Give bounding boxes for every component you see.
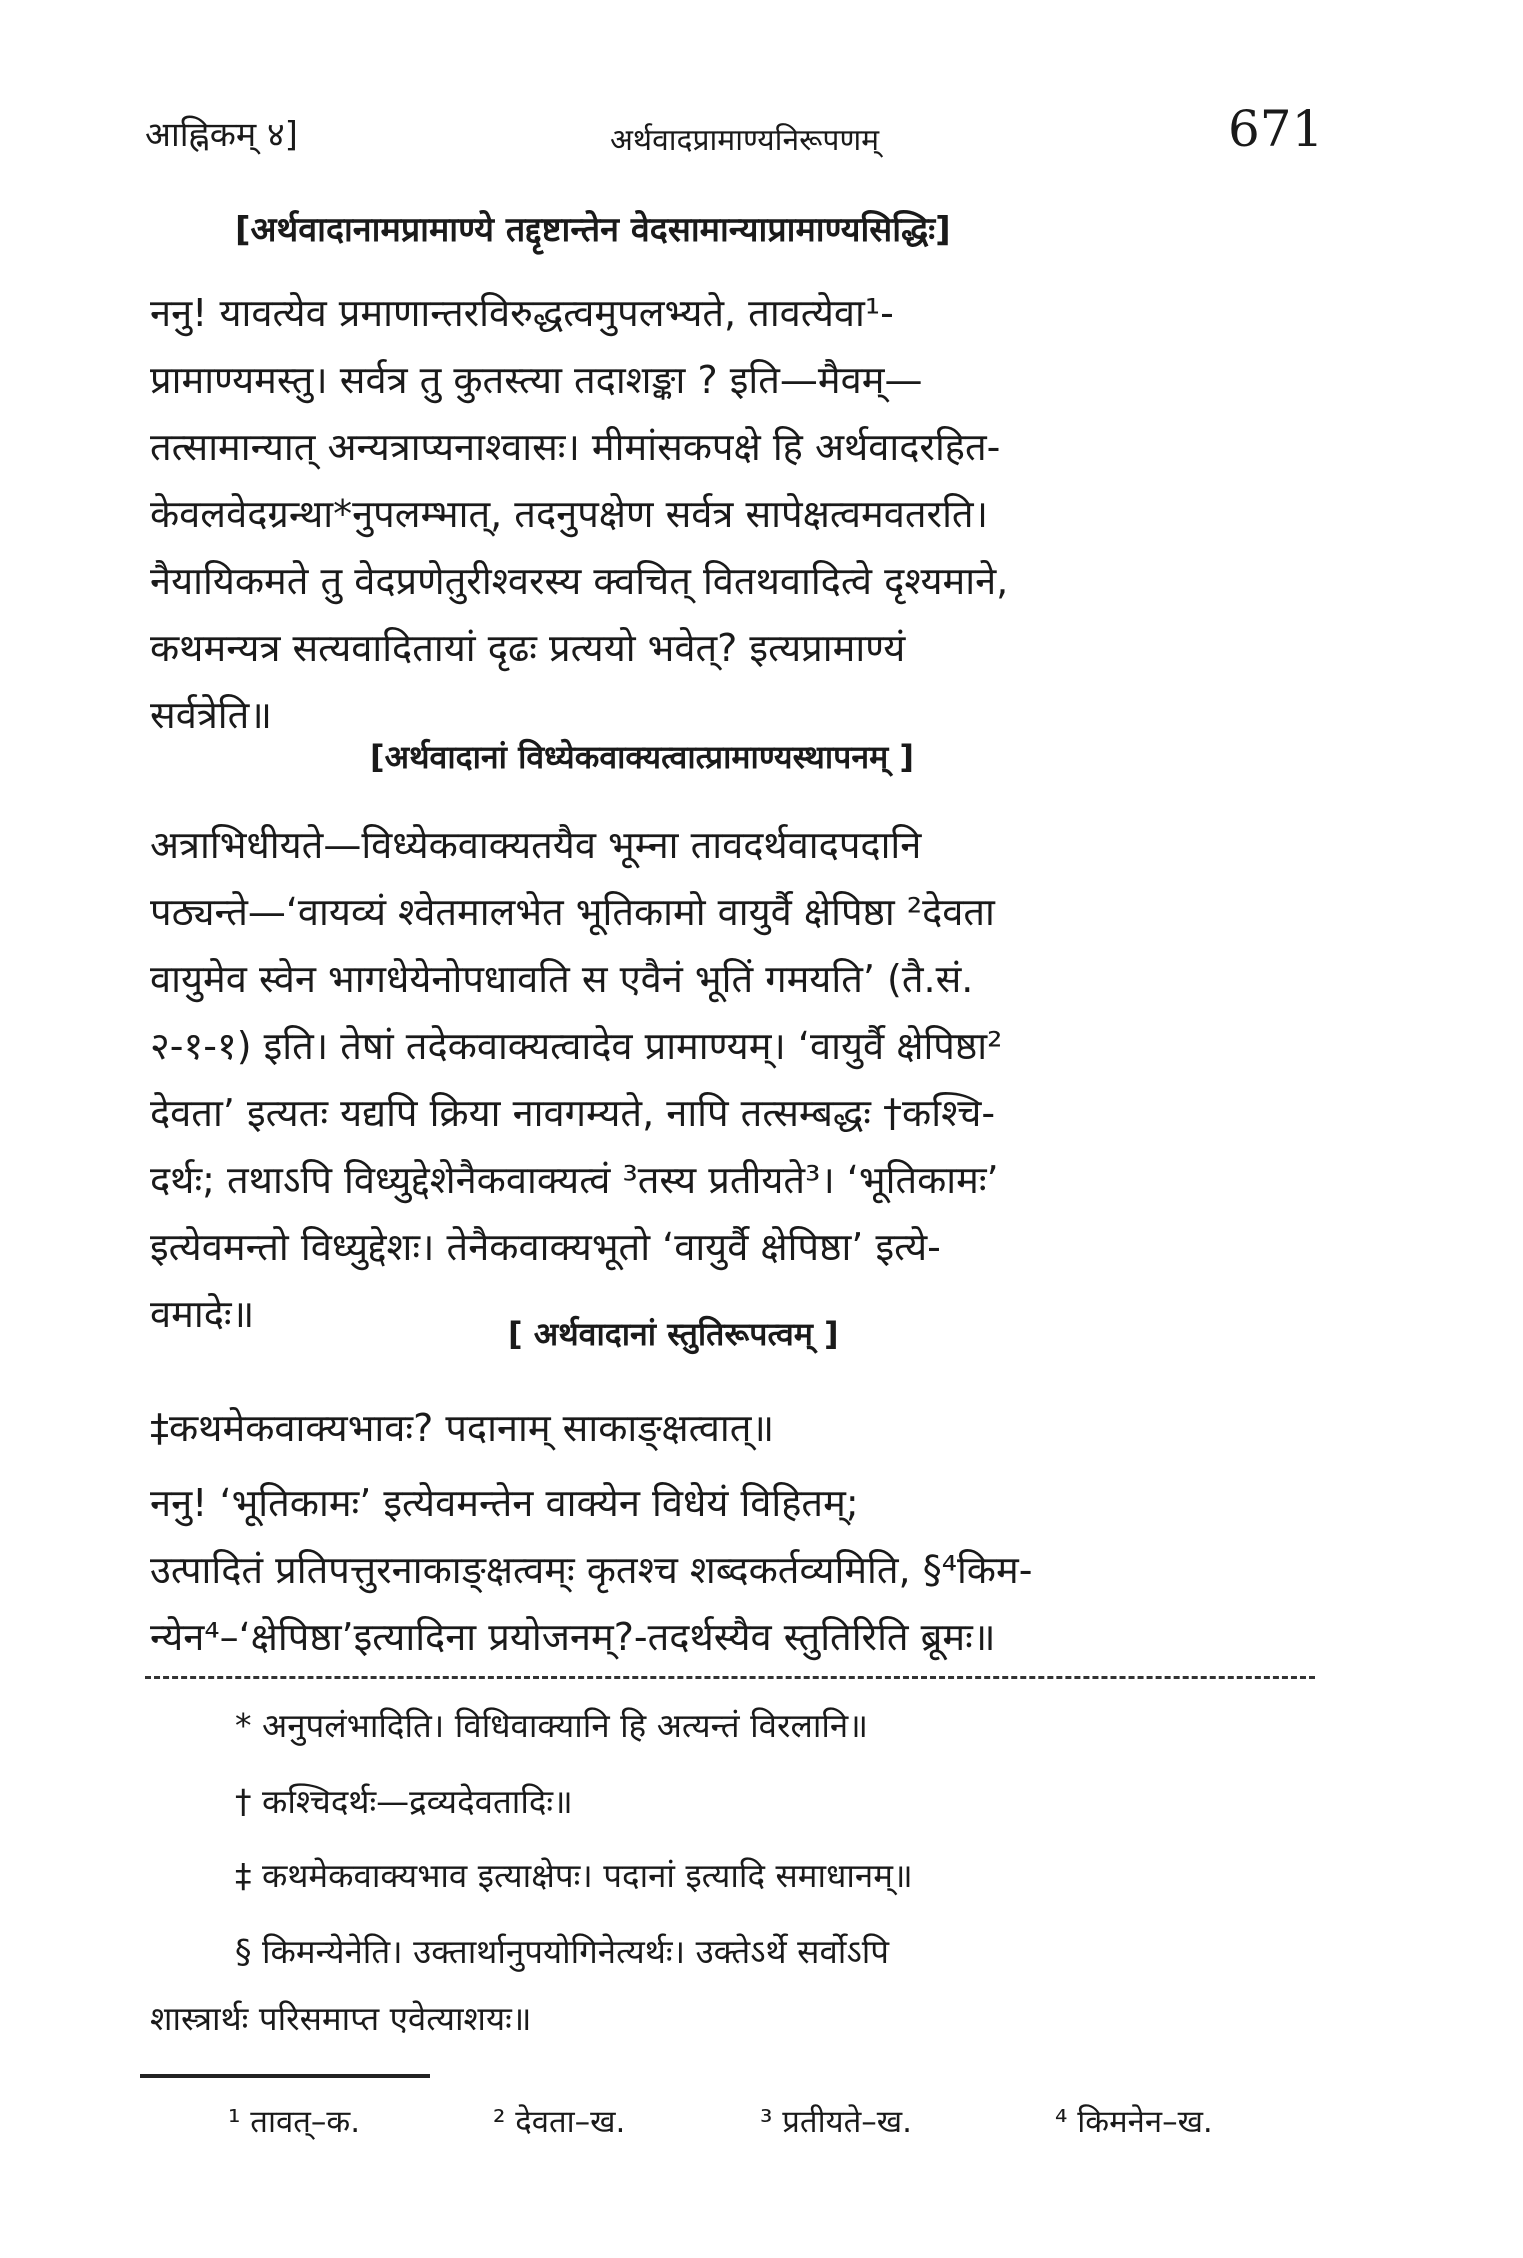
paragraph-line: वमादेः॥ bbox=[150, 1292, 255, 1336]
running-head-left: आह्निकम् ४] bbox=[145, 115, 298, 155]
paragraph-line: नैयायिकमते तु वेदप्रणेतुरीश्वरस्य क्वचित् वितथवादित्वे दृश्यमाने, bbox=[150, 559, 1009, 603]
footnote-3: ³ प्रतीयते–ख. bbox=[760, 2104, 912, 2140]
commentary-note-4-continued: शास्त्रार्थः परिसमाप्त एवेत्याशयः॥ bbox=[150, 1999, 532, 2038]
paragraph-line: सर्वत्रेति॥ bbox=[150, 693, 273, 737]
paragraph-line: ननु! ‘भूतिकामः’ इत्येवमन्तेन वाक्येन विधेयं विहितम्; bbox=[150, 1481, 859, 1525]
paragraph-line: ‡कथमेकवाक्यभावः? पदानाम् साकाङ्क्षत्वात्॥ bbox=[150, 1406, 775, 1450]
commentary-note-1: * अनुपलंभादिति। विधिवाक्यानि हि अत्यन्तं विरलानि॥ bbox=[235, 1706, 869, 1745]
footnote-1: ¹ तावत्–क. bbox=[228, 2104, 361, 2140]
page-number: 671 bbox=[1228, 100, 1324, 158]
paragraph-line: कथमन्यत्र सत्यवादितायां दृढः प्रत्ययो भवेत्? इत्यप्रामाण्यं bbox=[150, 626, 906, 670]
paragraph-line: दर्थः; तथाऽपि विध्युद्देशेनैकवाक्यत्वं ³तस्य प्रतीयते³। ‘भूतिकामः’ bbox=[150, 1158, 999, 1202]
section-heading-3: [ अर्थवादानां स्तुतिरूपत्वम् ] bbox=[508, 1315, 839, 1353]
section-heading-1: [अर्थवादानामप्रामाण्ये तद्दृष्टान्तेन वेदसामान्याप्रामाण्यसिद्धिः] bbox=[235, 210, 951, 250]
footnote-4: ⁴ किमनेन–ख. bbox=[1055, 2104, 1213, 2140]
paragraph-4 bbox=[150, 1470, 1305, 1671]
commentary-note-2: † कश्चिदर्थः—द्रव्यदेवतादिः॥ bbox=[235, 1782, 573, 1821]
paragraph-line: तत्सामान्यात् अन्यत्राप्यनाश्वासः। मीमांसकपक्षे हि अर्थवादरहित- bbox=[150, 425, 1001, 469]
paragraph-line: ननु! यावत्येव प्रमाणान्तरविरुद्धत्वमुपलभ्यते, तावत्येवा¹- bbox=[150, 291, 894, 335]
paragraph-1 bbox=[150, 280, 1305, 749]
paragraph-line: पठ्यन्ते—‘वायव्यं श्वेतमालभेत भूतिकामो वायुर्वै क्षेपिष्ठा ²देवता bbox=[150, 890, 995, 934]
section-heading-2: [अर्थवादानां विध्येकवाक्यत्वात्प्रामाण्यस्थापनम् ] bbox=[370, 738, 914, 776]
paragraph-line: न्येन⁴–‘क्षेपिष्ठा’इत्यादिना प्रयोजनम्?-तदर्थस्यैव स्तुतिरिति ब्रूमः॥ bbox=[150, 1615, 996, 1659]
paragraph-2 bbox=[150, 812, 1305, 1348]
paragraph-line: केवलवेदग्रन्था*नुपलम्भात्, तदनुपक्षेण सर्वत्र सापेक्षत्वमवतरति। bbox=[150, 492, 988, 536]
paragraph-3 bbox=[150, 1395, 1305, 1462]
paragraph-line: देवता’ इत्यतः यद्यपि क्रिया नावगम्यते, नापि तत्सम्बद्धः †कश्चि- bbox=[150, 1091, 996, 1135]
paragraph-line: इत्येवमन्तो विध्युद्देशः। तेनैकवाक्यभूतो ‘वायुर्वै क्षेपिष्ठा’ इत्ये- bbox=[150, 1225, 941, 1269]
footnote-divider bbox=[140, 2074, 430, 2078]
footnote-2: ² देवता–ख. bbox=[493, 2104, 626, 2140]
paragraph-line: अत्राभिधीयते—विध्येकवाक्यतयैव भूम्ना तावदर्थवादपदानि bbox=[150, 823, 922, 867]
commentary-note-3: ‡ कथमेकवाक्यभाव इत्याक्षेपः। पदानां इत्यादि समाधानम्॥ bbox=[235, 1856, 913, 1895]
commentary-note-4: § किमन्येनेति। उक्तार्थानुपयोगिनेत्यर्थः। उक्तेऽर्थे सर्वोऽपि bbox=[235, 1932, 890, 1971]
notes-divider bbox=[145, 1676, 1315, 1679]
paragraph-line: प्रामाण्यमस्तु। सर्वत्र तु कुतस्त्या तदाशङ्का ? इति—मैवम्— bbox=[150, 358, 923, 402]
paragraph-line: उत्पादितं प्रतिपत्तुरनाकाङ्क्षत्वम्ः कृतश्च शब्दकर्तव्यमिति, §⁴किम- bbox=[150, 1548, 1033, 1592]
paragraph-line: २-१-१) इति। तेषां तदेकवाक्यत्वादेव प्रामाण्यम्। ‘वायुर्वै क्षेपिष्ठा² bbox=[150, 1024, 1003, 1068]
running-head-title: अर्थवादप्रामाण्यनिरूपणम् bbox=[610, 123, 880, 158]
paragraph-line: वायुमेव स्वेन भागधेयेनोपधावति स एवैनं भूतिं गमयति’ (तै.सं. bbox=[150, 957, 974, 1001]
